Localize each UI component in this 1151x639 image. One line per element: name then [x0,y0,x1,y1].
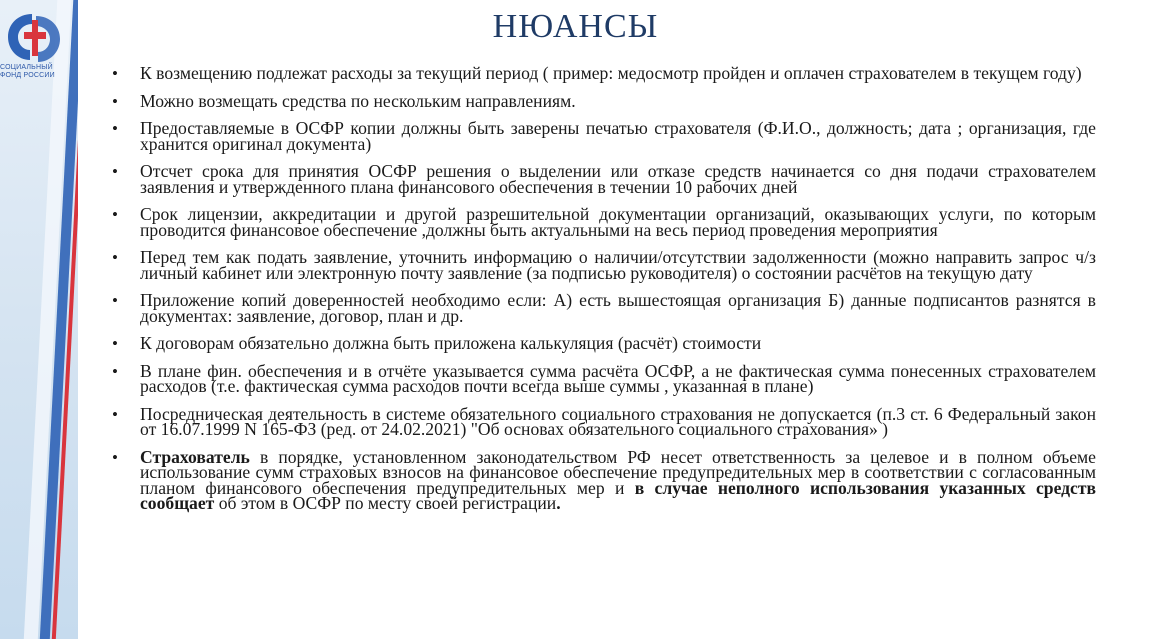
list-item [108,360,1096,396]
list-item [108,63,1096,83]
emphasis-notify: в случае неполного использования указанных средств сообщает [140,477,1096,513]
list-item-text: К договорам обязательно должна быть приложена калькуляция (расчёт) стоимости [140,333,762,353]
side-decoration [0,0,78,639]
list-item [108,290,1096,326]
list-item [108,118,1096,154]
bullet-icon: • [112,291,118,310]
list-item-text: Отсчет срока для принятия ОСФР решения о выделении или отказе средств начинается со дня подачи страхователем заявления и утвержденного плана финансового обеспечения в течении 10 рабочих дней [140,161,1096,197]
list-item-text: об этом в ОСФР по месту своей регистрации [214,493,557,513]
bullet-icon: • [112,361,118,381]
bullet-icon: • [112,205,118,224]
final-period: . [556,493,561,513]
list-item-text: Перед тем как подать заявление, уточнить информацию о наличии/отсутствии задолженности (можно направить запрос ч/з личный кабинет или электронную почту заявление (за подписью руководителя) о состоянии расчётов на текущую дату [140,247,1096,283]
logo-caption-line2: ФОНД РОССИИ [0,72,55,79]
list-item [108,403,1096,439]
list-item [108,161,1096,197]
list-item-text: Приложение копий доверенностей необходимо если: А) есть вышестоящая организация Б) данные подписантов разнятся в документах: заявление, договор, план и др. [140,290,1096,326]
bullet-icon: • [112,162,118,181]
list-item [108,90,1096,111]
bullet-icon: • [112,64,118,83]
list-item-text: К возмещению подлежат расходы за текущий период ( пример: медосмотр пройден и оплачен страхователем в текущем году) [140,63,1082,83]
list-item [108,247,1096,283]
bullet-icon: • [112,248,118,267]
list-item [108,204,1096,240]
list-item-text: Предоставляемые в ОСФР копии должны быть заверены печатью страхователя (Ф.И.О., должность; дата ; организация, где хранится оригинал документа) [140,118,1096,154]
logo-caption-line1: СОЦИАЛЬНЫЙ [0,64,53,71]
bullet-icon: • [112,334,118,353]
page-title: НЮАНСЫ [492,8,659,45]
list-item-text: Посредническая деятельность в системе обязательного социального страхования не допускается (п.3 ст. 6 Федеральный закон от 16.07.1999 N 165-ФЗ (ред. от 24.02.2021) "Об основах обязательного социального страхования» ) [140,403,1096,439]
list-item-text: в порядке, установленном законодательством РФ несет ответственность за целевое и в полном объеме использование сумм страховых взносов на финансовое обеспечение предупредительных мер в соответствии с согласованным планом финансового обеспечения предупредительных мер и [140,446,1096,498]
emphasis-insurer: Страхователь [140,446,250,467]
list-item [108,333,1096,353]
bullet-icon: • [112,404,118,424]
bullet-icon: • [112,447,118,467]
nuances-list [108,63,1096,524]
bullet-icon: • [112,119,118,138]
logo-caption [0,64,70,80]
list-item-text: Срок лицензии, аккредитации и другой разрешительной документации организаций, оказывающих услуги, по которым проводится финансовое обеспечение ,должны быть актуальными на весь период проведения мероприятия [140,204,1096,240]
list-item-text: Можно возмещать средства по нескольким направлениям. [140,90,576,111]
list-item-text: В плане фин. обеспечения и в отчёте указывается сумма расчёта ОСФР, а не фактическая сумма понесенных страхователем расходов (т.е. фактическая сумма расходов почти всегда выше суммы , указанная в плане) [140,360,1096,396]
bullet-icon: • [112,91,118,111]
list-item-last [108,446,1096,513]
